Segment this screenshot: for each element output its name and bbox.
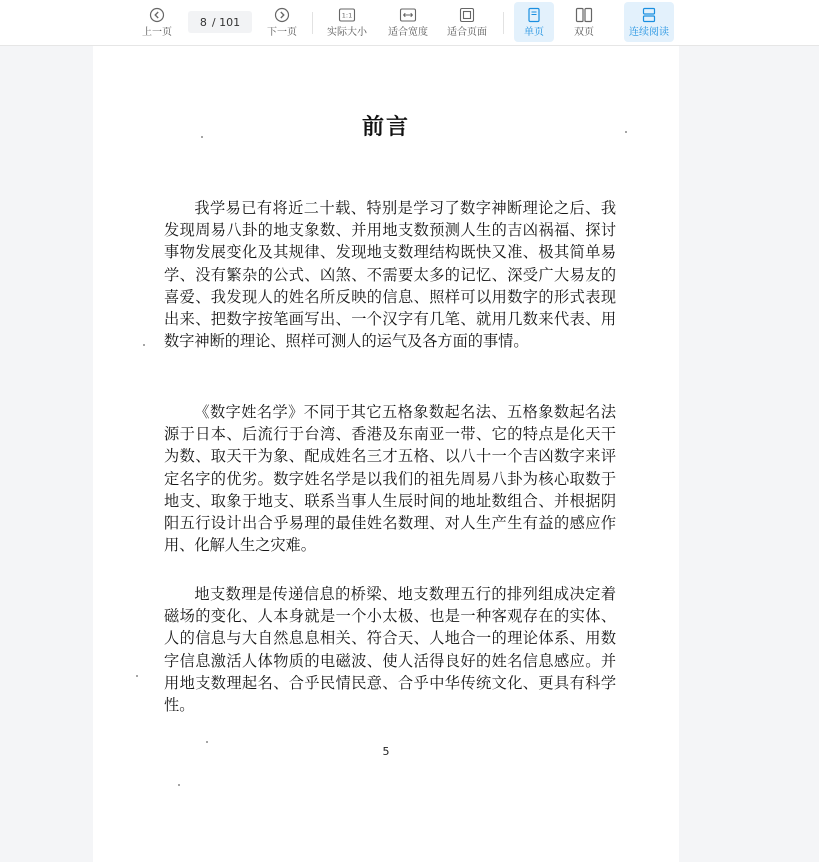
prev-page-label: 上一页 <box>142 27 172 38</box>
paragraph: 地支数理是传递信息的桥梁、地支数理五行的排列组成决定着磁场的变化、人本身就是一个小太极、也是一种客观存在的实体、人的信息与大自然息息相关、符合天、人地合一的理论体系、用数字信息激活人体物质的电磁波、使人活得良好的姓名信息感应。并用地支数理起名、合乎民情民意、合乎中华传统文化、更具有科学性。 <box>164 585 616 715</box>
chevron-right-circle-icon <box>272 5 292 25</box>
toolbar <box>0 0 819 46</box>
toolbar-divider <box>503 12 504 34</box>
fit-width-button[interactable] <box>385 2 431 42</box>
prev-page-button[interactable] <box>138 2 176 42</box>
fit-width-icon <box>398 5 418 25</box>
double-page-icon <box>574 5 594 25</box>
single-page-icon <box>524 5 544 25</box>
scan-speck <box>143 344 145 346</box>
svg-text:1:1: 1:1 <box>341 11 353 20</box>
page-number-input[interactable] <box>188 11 252 33</box>
fit-page-icon <box>457 5 477 25</box>
scan-speck <box>136 675 138 677</box>
toolbar-divider <box>312 12 313 34</box>
document-viewer[interactable] <box>0 46 819 862</box>
paragraph: 《数字姓名学》不同于其它五格象数起名法、五格象数起名法源于日本、后流行于台湾、香港及东南亚一带、它的特点是化天干为数、取天干为象、配成姓名三才五格、以八十一个吉凶数字来评定名字的优劣。数字姓名学是以我们的祖先周易八卦为核心取数于地支、取象于地支、联系当事人生辰时间的地址数组合、并根据阴阳五行设计出合乎易理的最佳姓名数理、对人生产生有益的感应作用、化解人生之灾难。 <box>164 403 616 555</box>
double-page-label: 双页 <box>574 27 594 38</box>
actual-size-icon <box>337 5 357 25</box>
continuous-reading-icon <box>639 5 659 25</box>
fit-width-label: 适合宽度 <box>388 27 428 38</box>
next-page-button[interactable] <box>263 2 301 42</box>
scan-speck <box>206 741 208 743</box>
fit-page-label: 适合页面 <box>447 27 487 38</box>
continuous-reading-label: 连续阅读 <box>629 27 669 38</box>
next-page-label: 下一页 <box>267 27 297 38</box>
scan-speck <box>201 136 203 138</box>
total-pages: / 101 <box>211 15 241 29</box>
fit-page-button[interactable] <box>444 2 490 42</box>
single-page-label: 单页 <box>524 27 544 38</box>
continuous-reading-button[interactable] <box>624 2 674 42</box>
document-page <box>93 46 679 862</box>
scan-speck <box>625 131 627 133</box>
chevron-left-circle-icon <box>147 5 167 25</box>
single-page-button[interactable] <box>514 2 554 42</box>
actual-size-button[interactable] <box>324 2 370 42</box>
actual-size-label: 实际大小 <box>327 27 367 38</box>
double-page-button[interactable] <box>564 2 604 42</box>
paragraph: 我学易已有将近二十载、特别是学习了数字神断理论之后、我发现周易八卦的地支象数、并用地支数预测人生的吉凶祸福、探讨事物发展变化及其规律、发现地支数理结构既快又准、极其简单易学、没有繁杂的公式、凶煞、不需要太多的记忆、深受广大易友的喜爱、我发现人的姓名所反映的信息、照样可以用数字的形式表现出来、把数字按笔画写出、一个汉字有几笔、就用几数来代表、用数字神断的理论、照样可测人的运气及各方面的事情。 <box>164 199 616 351</box>
page-number: 5 <box>382 745 390 758</box>
scan-speck <box>178 784 180 786</box>
current-page: 8 <box>199 15 207 29</box>
page-title: 前言 <box>361 114 410 140</box>
